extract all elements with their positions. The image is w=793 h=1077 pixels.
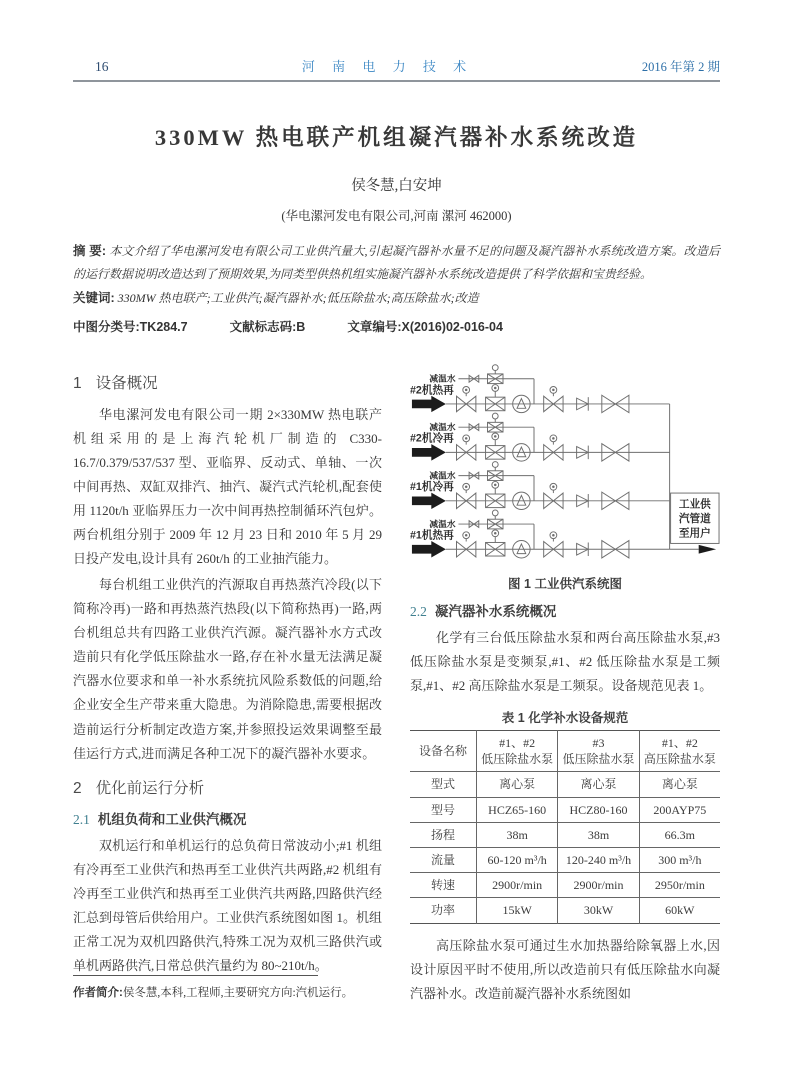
section-1-number: 1	[73, 374, 82, 392]
row-label: #2机冷再	[410, 432, 454, 445]
table-row	[410, 822, 720, 847]
cell: 60kW	[639, 898, 720, 923]
row-label: #1机冷再	[410, 481, 454, 494]
authors: 侯冬慧,白安坤	[351, 178, 442, 194]
header-line: 低压除盐水泵	[481, 752, 554, 767]
section-2-number: 2	[73, 779, 82, 797]
author-bio-label: 作者简介:	[73, 987, 123, 999]
row-label-cell: 扬程	[410, 822, 477, 847]
figure-1-caption: 图 1 工业供汽系统图	[508, 576, 622, 591]
article-meta	[73, 317, 720, 335]
table-row	[410, 847, 720, 872]
cell: 离心泵	[639, 772, 720, 797]
steam-supply-diagram	[410, 361, 720, 567]
paragraph: 每台机组工业供汽的汽源取自再热蒸汽冷段(以下简称冷再)一路和再热蒸汽热段(以下简称热再)一路,两台机组总共有四路工业供汽汽源。凝汽器补水方式改造前只有化学低压除盐水一路,存在补水量无法满足凝汽器水位要求和单一补水系统抗风险系数低的问题,给企业安全生产带来重大隐患。为消除隐患,需要根据改造前运行分析制定改造方案,并参照投运效果调整至最佳运行方式,进而满足各种工况下的凝汽器补水要求。	[73, 577, 382, 761]
cell: 离心泵	[558, 772, 639, 797]
section-2-2-title: 凝汽器补水系统概况	[434, 603, 557, 619]
table-row	[410, 772, 720, 797]
abstract	[73, 240, 720, 285]
cell: 2900r/min	[558, 873, 639, 898]
paragraph: 高压除盐水泵可通过生水加热器给除氧器上水,因设计原因平时不使用,所以改造前只有低压除盐水向凝汽器补水。改造前凝汽器补水系统图如	[410, 937, 720, 1001]
cell: 38m	[558, 822, 639, 847]
outlet-label: 至用户	[678, 527, 711, 540]
journal-name: 河 南 电 力 技 术	[301, 59, 474, 74]
section-2-2-number: 2.2	[410, 603, 427, 619]
article-id: 文章编号:X(2016)02-016-04	[347, 319, 503, 334]
section-1-heading	[73, 371, 382, 393]
section-1-title: 设备概况	[95, 374, 158, 392]
row-label-cell: 功率	[410, 898, 477, 923]
coolwater-label: 减温水	[429, 422, 456, 432]
header-line: 高压除盐水泵	[643, 752, 716, 767]
section-2-title: 优化前运行分析	[95, 779, 205, 797]
header-line: #3	[592, 736, 605, 751]
table-row	[410, 873, 720, 898]
cell: 38m	[477, 822, 558, 847]
section-2-2-heading	[410, 600, 720, 620]
cell: HCZ65-160	[477, 797, 558, 822]
cell: 15kW	[477, 898, 558, 923]
row-label: #2机热再	[410, 384, 454, 397]
issue-label: 2016 年第 2 期	[641, 60, 720, 74]
table-row	[410, 898, 720, 923]
footnote-rule	[73, 975, 318, 976]
cell: 60-120 m³/h	[477, 847, 558, 872]
cell: 300 m³/h	[639, 847, 720, 872]
paragraph: 双机运行和单机运行的总负荷日常波动小;#1 机组有冷再至工业供汽和热再至工业供汽共两路,#2 机组有冷再至工业供汽和热再至工业供汽共两路,四路供汽经汇总到母管后供给用户。工业供汽系统图如图 1。机组正常工况为双机四路供汽,特殊工况为双机三路供汽或单机两路供汽,日常总供汽量约为 80~210t/h。	[73, 837, 382, 973]
header-cell	[639, 731, 720, 772]
row-label-cell: 型号	[410, 797, 477, 822]
paragraph: 化学有三台低压除盐水泵和两台高压除盐水泵,#3 低压除盐水泵是变频泵,#1、#2 低压除盐水泵是工频泵,#1、#2 高压除盐水泵是工频泵。设备规范见表 1。	[410, 629, 720, 693]
author-bio-footnote	[73, 975, 383, 1000]
coolwater-label: 减温水	[429, 518, 456, 529]
body-columns	[73, 361, 720, 1008]
left-column	[73, 361, 382, 1008]
cell: 2950r/min	[639, 873, 720, 898]
affiliation: (华电漯河发电有限公司,河南 漯河 462000)	[281, 209, 512, 223]
outlet-arrow-icon	[699, 545, 716, 554]
header-rule	[73, 80, 720, 82]
table-row	[410, 797, 720, 822]
cell: 66.3m	[639, 822, 720, 847]
cell: 120-240 m³/h	[558, 847, 639, 872]
cell: 200AYP75	[639, 797, 720, 822]
section-2-1-heading	[73, 808, 382, 828]
table-header-row	[410, 731, 720, 772]
row-label: #1机热再	[410, 529, 454, 542]
cell: HCZ80-160	[558, 797, 639, 822]
row-label-cell: 流量	[410, 847, 477, 872]
section-2-1-number: 2.1	[73, 811, 90, 827]
keywords-text: 330MW 热电联产;工业供汽;凝汽器补水;低压除盐水;高压除盐水;改造	[117, 291, 479, 306]
page-header	[73, 56, 720, 75]
header-line: #1、#2	[499, 736, 536, 751]
cell: 30kW	[558, 898, 639, 923]
document-code: 文献标志码:B	[229, 319, 306, 334]
clc-number: 中图分类号:TK284.7	[73, 319, 188, 334]
table-1-caption: 表 1 化学补水设备规范	[501, 711, 629, 726]
header-cell: 设备名称	[418, 744, 467, 759]
header-cell	[477, 731, 558, 772]
row-label-cell: 转速	[410, 873, 477, 898]
cell: 2900r/min	[477, 873, 558, 898]
coolwater-label: 减温水	[429, 373, 456, 384]
row-label-cell: 型式	[410, 772, 477, 797]
figure-1	[410, 361, 720, 592]
outlet-label: 工业供	[678, 498, 711, 511]
header-line: #1、#2	[661, 736, 698, 751]
equipment-spec-table	[410, 730, 720, 924]
keywords	[73, 287, 720, 310]
author-bio-text: 侯冬慧,本科,工程师,主要研究方向:汽机运行。	[122, 987, 354, 999]
abstract-label: 摘 要:	[73, 244, 107, 258]
keywords-label: 关键词:	[73, 291, 115, 306]
outlet-label: 汽管道	[678, 513, 711, 526]
abstract-text: 本文介绍了华电漯河发电有限公司工业供汽量大,引起凝汽器补水量不足的问题及凝汽器补水系统改造方案。改造后的运行数据说明改造达到了预期效果,为同类型供热机组实施凝汽器补水系统改造提供了科学依据和宝贵经验。	[73, 244, 720, 282]
header-cell	[558, 731, 639, 772]
cell: 离心泵	[477, 772, 558, 797]
page-number: 16	[95, 59, 109, 74]
section-2-heading	[73, 776, 382, 798]
right-column	[410, 361, 720, 1008]
coolwater-label: 减温水	[429, 470, 456, 481]
section-2-1-title: 机组负荷和工业供汽概况	[97, 811, 247, 827]
article-title: 330MW 热电联产机组凝汽器补水系统改造	[154, 125, 639, 150]
paragraph: 华电漯河发电有限公司一期 2×330MW 热电联产机组采用的是上海汽轮机厂制造的 C330-16.7/0.379/537/537 型、亚临界、反动式、单轴、一次中间再热、双缸双排汽、抽汽、凝汽式汽轮机,配套使用 1120t/h 亚临界压力一次中间再热控制循环汽包炉。两台机组分别于 2009 年 12 月 23 日和 2010 年 5 月 29 日投产发电,设计具有 260t/h 的工业抽汽能力。	[73, 406, 382, 567]
header-line: 低压除盐水泵	[562, 752, 635, 767]
